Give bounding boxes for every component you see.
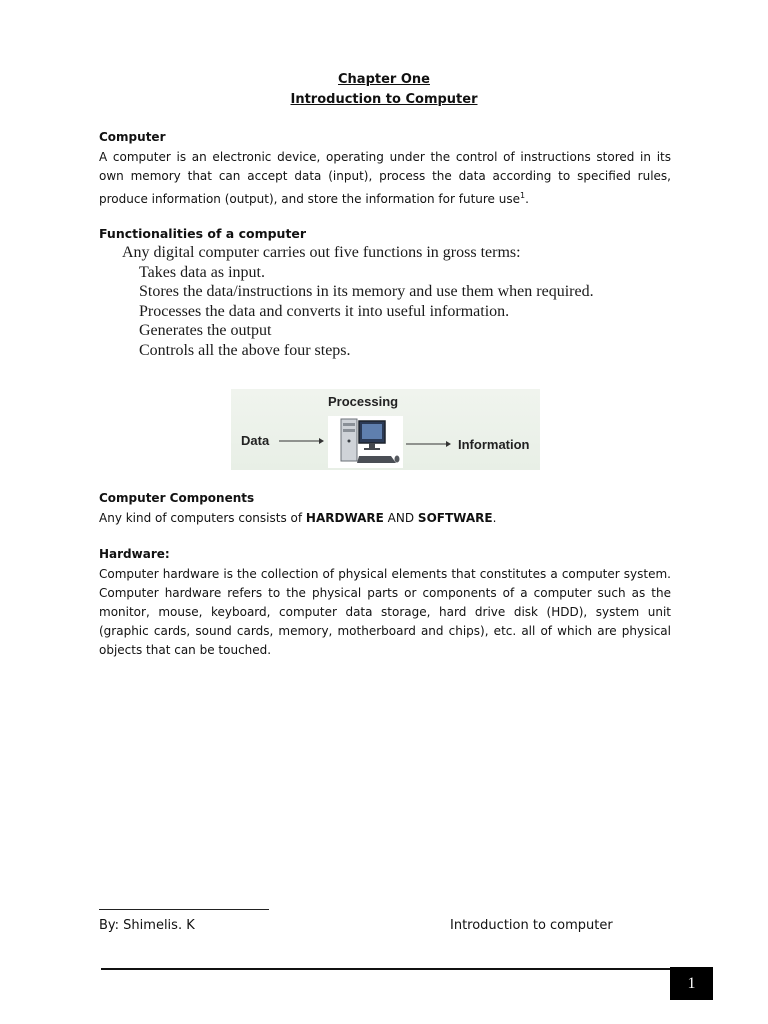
functions-intro: Any digital computer carries out five functions in gross terms:: [122, 244, 521, 261]
page-number-box: 1: [670, 967, 713, 1000]
function-item: [122, 341, 594, 361]
function-item: [122, 302, 594, 322]
components-prefix: Any kind of computers consists of: [99, 511, 306, 525]
and-word: AND: [383, 511, 418, 525]
footer-rule: [101, 968, 670, 970]
computer-definition: [99, 148, 671, 209]
chapter-subtitle: Introduction to Computer: [290, 92, 478, 107]
chapter-title: Chapter One: [338, 72, 430, 87]
arrow-right-icon: [279, 438, 324, 444]
functions-block: [122, 243, 594, 361]
footer-author: By: Shimelis. K: [99, 918, 195, 933]
section-heading-computer: Computer: [99, 130, 166, 144]
function-item: [122, 263, 594, 283]
section-heading-functionalities: Functionalities of a computer: [99, 226, 307, 241]
footnote-mark[interactable]: 1: [520, 191, 526, 200]
ipo-diagram: [231, 389, 540, 470]
function-item-text: Controls all the above four steps.: [139, 341, 351, 359]
function-item-text: Processes the data and converts it into useful information.: [139, 302, 510, 320]
components-text: [99, 509, 671, 528]
diagram-label-processing: Processing: [328, 394, 399, 409]
hardware-term: HARDWARE: [305, 511, 384, 525]
function-item-text: Generates the output: [139, 322, 272, 340]
section-heading-hardware: Hardware:: [99, 547, 170, 561]
footnote-separator: [99, 909, 269, 910]
computer-icon: [328, 416, 403, 468]
components-suffix: .: [492, 511, 497, 525]
computer-definition-text: A computer is an electronic device, operating under the control of instructions stored in its own memory that can accept data (input), process the data according to specified rules, produce information (output), and store the information for future use: [99, 150, 671, 206]
definition-end-punct: .: [525, 192, 529, 206]
software-term: SOFTWARE: [417, 511, 493, 525]
diagram-label-data: Data: [241, 433, 270, 448]
diagram-graphics: [231, 389, 540, 470]
hardware-description: Computer hardware is the collection of physical elements that constitutes a computer system. Computer hardware refers to the physical parts or components of a computer such as the monitor, mouse, keyboard, computer data storage, hard drive disk (HDD), system unit (graphic cards, sound cards, memory, motherboard and chips), etc. all of which are physical objects that can be touched.: [99, 567, 671, 657]
function-item-text: Stores the data/instructions in its memory and use them when required.: [139, 283, 594, 301]
section-heading-components: Computer Components: [99, 491, 255, 505]
footer-course: Introduction to computer: [450, 918, 613, 933]
function-item: [122, 282, 594, 302]
function-item: [122, 321, 594, 341]
function-item-text: Takes data as input.: [139, 263, 265, 281]
arrow-right-icon: [406, 441, 451, 447]
diagram-label-information: Information: [458, 437, 530, 452]
